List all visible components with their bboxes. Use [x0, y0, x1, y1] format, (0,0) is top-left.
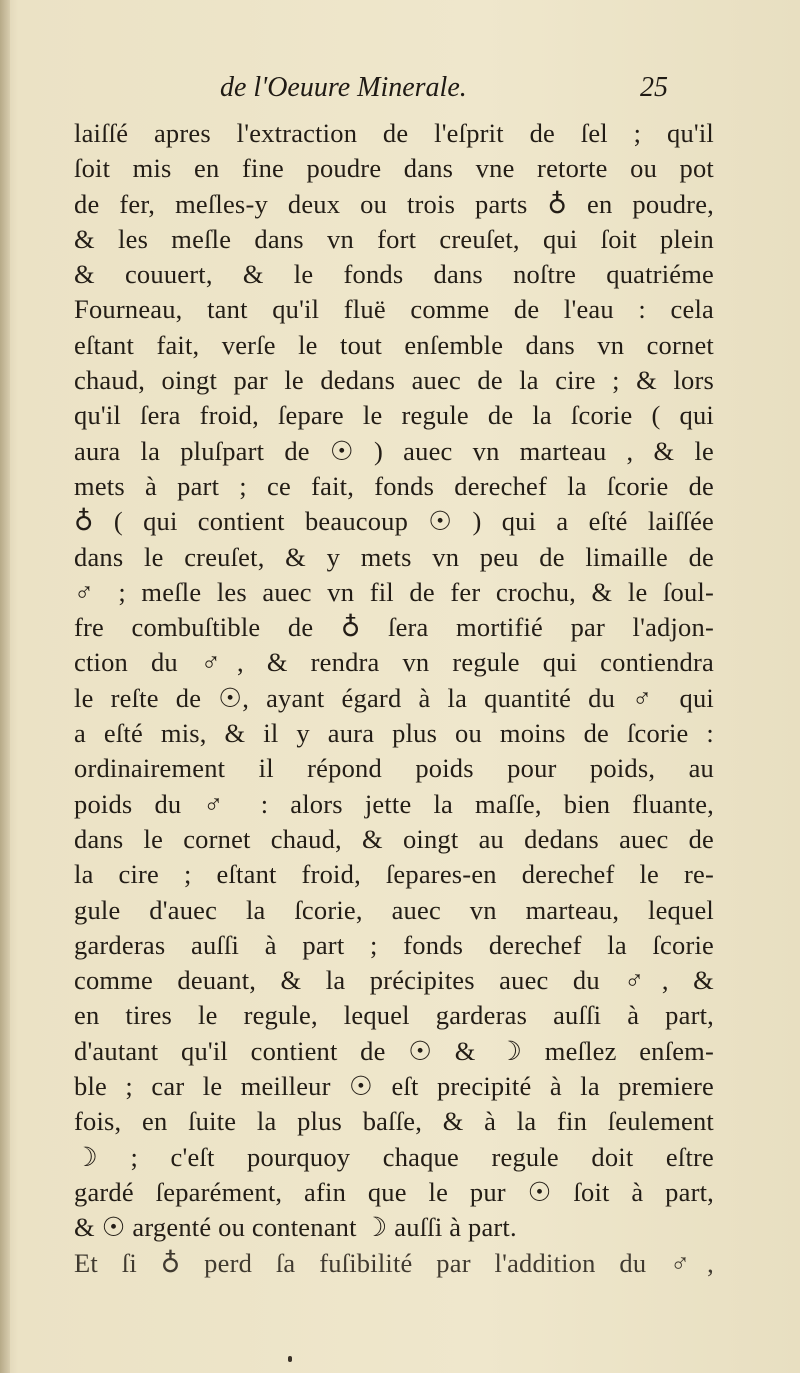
text-line: & ☉ argenté ou contenant ☽ auſſi à part.: [74, 1212, 517, 1243]
running-title: de l'Oeuure Minerale.: [220, 72, 467, 103]
text-line: ♂ ; meſle les auec vn fil de fer crochu, & le ſoul-: [74, 576, 714, 607]
text-line: d'autant qu'il contient de ☉ & ☽ meſlez enſem-: [74, 1035, 714, 1066]
text-line: a eſté mis, & il y aura plus ou moins de ſcorie :: [74, 718, 714, 749]
text-line: de fer, meſles-y deux ou trois parts ♁ en poudre,: [74, 188, 714, 219]
text-line: gardé ſeparément, afin que le pur ☉ ſoit à part,: [74, 1176, 714, 1207]
page-spine-shadow: [0, 0, 10, 1373]
text-line: fois, en ſuite la plus baſſe, & à la fin ſeulement: [74, 1106, 714, 1137]
text-line: ordinairement il répond poids pour poids, au: [74, 753, 714, 784]
text-line: ble ; car le meilleur ☉ eſt precipité à la premiere: [74, 1071, 714, 1102]
text-line: & les meſle dans vn fort creuſet, qui ſoit plein: [74, 223, 714, 254]
text-line: en tires le regule, lequel garderas auſſi à part,: [74, 1000, 714, 1031]
text-line: gule d'auec la ſcorie, auec vn marteau, lequel: [74, 894, 714, 925]
text-line: le reſte de ☉, ayant égard à la quantité du ♂ qui: [74, 682, 714, 713]
text-line: ☽ ; c'eſt pourquoy chaque regule doit eſtre: [74, 1141, 714, 1172]
ink-speck: [288, 1356, 292, 1362]
catchline: Et ſi ♁ perd ſa fuſibilité par l'addition du ♂,: [74, 1247, 714, 1278]
text-line: Fourneau, tant qu'il fluë comme de l'eau : cela: [74, 294, 714, 325]
text-line: fre combuſtible de ♁ ſera mortifié par l'adjon-: [74, 612, 714, 643]
text-line: comme deuant, & la précipites auec du ♂, &: [74, 965, 714, 996]
text-line: qu'il ſera froid, ſepare le regule de la ſcorie ( qui: [74, 400, 714, 431]
text-line: chaud, oingt par le dedans auec de la cire ; & lors: [74, 365, 714, 396]
text-line: dans le creuſet, & y mets vn peu de limaille de: [74, 541, 714, 572]
body-text: [74, 116, 714, 1281]
text-line: poids du ♂ : alors jette la maſſe, bien fluante,: [74, 788, 714, 819]
text-line: ſoit mis en fine poudre dans vne retorte ou pot: [74, 153, 714, 184]
text-line: eſtant fait, verſe le tout enſemble dans vn cornet: [74, 329, 714, 360]
text-line: ♁ ( qui contient beaucoup ☉ ) qui a eſté laiſſée: [74, 506, 714, 537]
text-line: garderas auſſi à part ; fonds derechef la ſcorie: [74, 929, 714, 960]
text-line: laiſſé apres l'extraction de l'eſprit de ſel ; qu'il: [74, 118, 714, 148]
page-number: 25: [640, 72, 668, 103]
text-line: & couuert, & le fonds dans noſtre quatriéme: [74, 259, 714, 290]
text-line: dans le cornet chaud, & oingt au dedans auec de: [74, 823, 714, 854]
text-line: mets à part ; ce fait, fonds derechef la ſcorie de: [74, 470, 714, 501]
text-line: aura la pluſpart de ☉ ) auec vn marteau , & le: [74, 435, 714, 466]
text-line: la cire ; eſtant froid, ſepares-en derechef le re-: [74, 859, 714, 890]
text-line: ction du ♂, & rendra vn regule qui contiendra: [74, 647, 714, 678]
page-header: [0, 72, 800, 112]
